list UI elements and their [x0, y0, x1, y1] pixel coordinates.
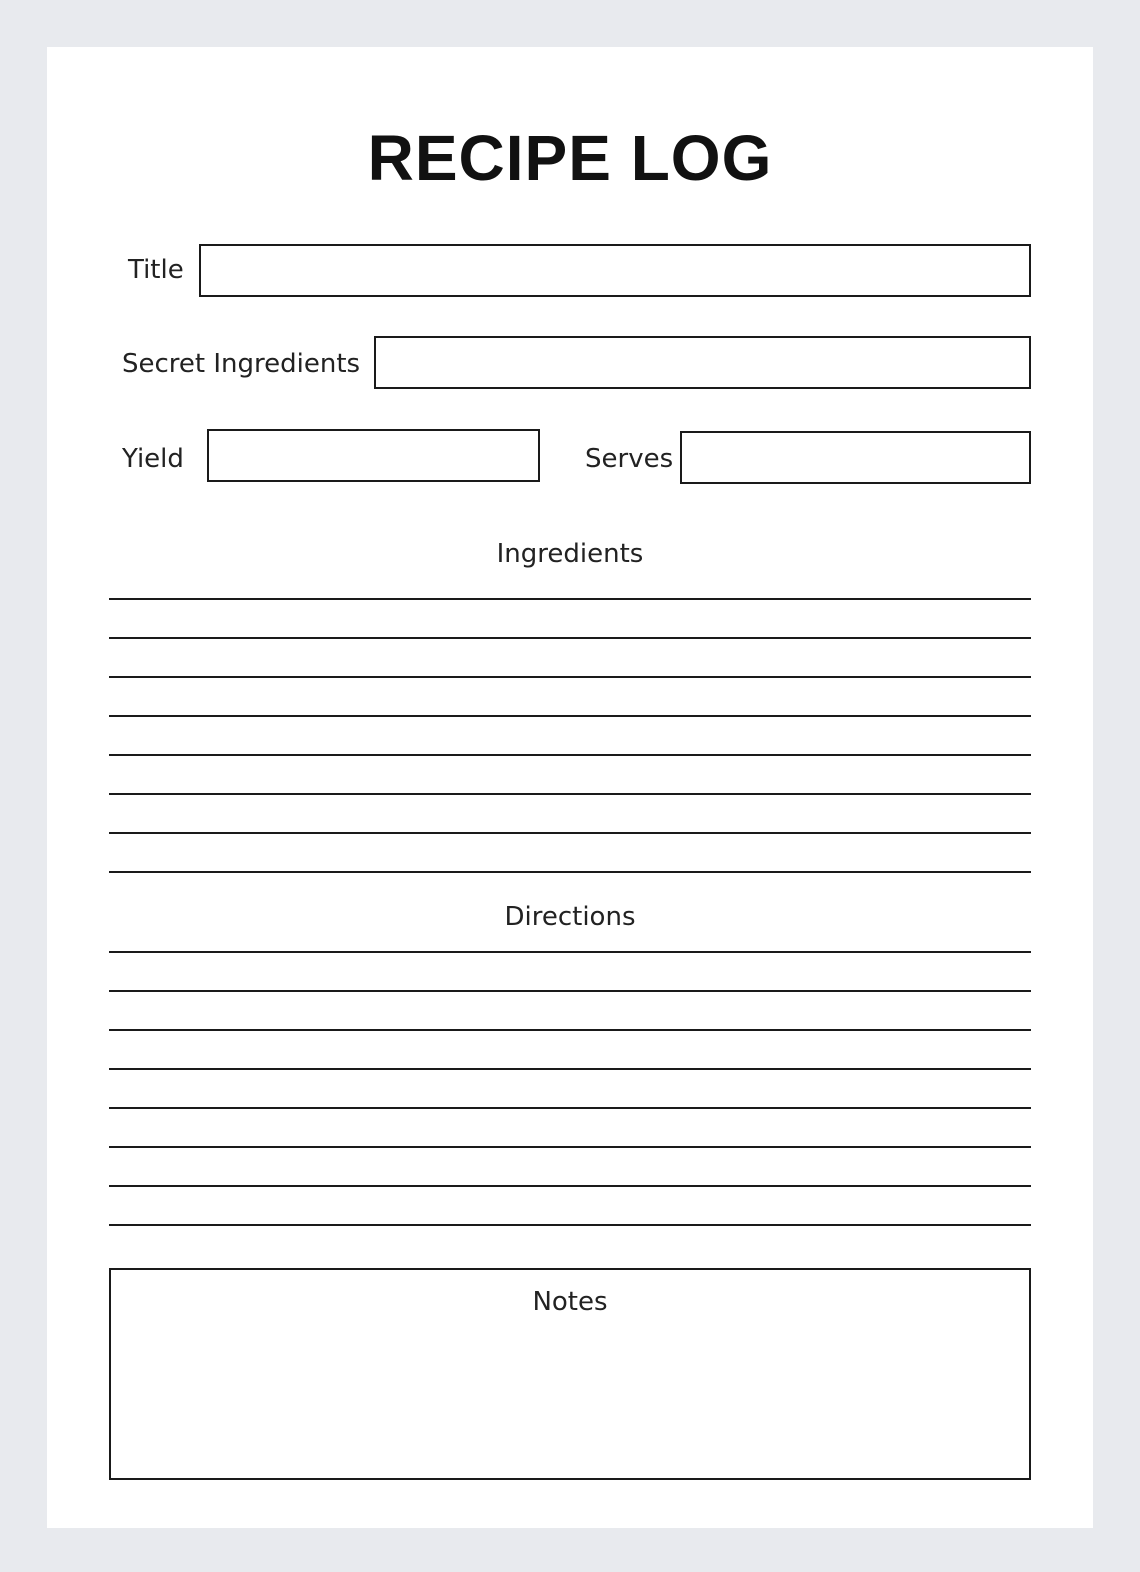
ingredients-line[interactable] [109, 793, 1031, 795]
directions-line[interactable] [109, 990, 1031, 992]
yield-field[interactable] [207, 429, 540, 482]
secret-ingredients-field[interactable] [374, 336, 1031, 389]
directions-line[interactable] [109, 1224, 1031, 1226]
directions-line[interactable] [109, 951, 1031, 953]
notes-box[interactable] [109, 1268, 1031, 1480]
ingredients-line[interactable] [109, 871, 1031, 873]
ingredients-line[interactable] [109, 754, 1031, 756]
ingredients-line[interactable] [109, 715, 1031, 717]
serves-label: Serves [585, 444, 674, 474]
directions-line[interactable] [109, 1107, 1031, 1109]
ingredients-line[interactable] [109, 598, 1031, 600]
directions-line[interactable] [109, 1185, 1031, 1187]
directions-line[interactable] [109, 1146, 1031, 1148]
title-field[interactable] [199, 244, 1031, 297]
ingredients-line[interactable] [109, 676, 1031, 678]
directions-line[interactable] [109, 1068, 1031, 1070]
title-label: Title [128, 255, 184, 285]
serves-field[interactable] [680, 431, 1031, 484]
ingredients-line[interactable] [109, 637, 1031, 639]
yield-label: Yield [122, 444, 184, 474]
ingredients-heading: Ingredients [496, 539, 644, 569]
directions-line[interactable] [109, 1029, 1031, 1031]
directions-heading: Directions [504, 902, 636, 932]
secret-ingredients-label: Secret Ingredients [122, 349, 361, 379]
ingredients-line[interactable] [109, 832, 1031, 834]
page-title: RECIPE LOG [367, 122, 773, 194]
notes-heading: Notes [532, 1287, 608, 1317]
